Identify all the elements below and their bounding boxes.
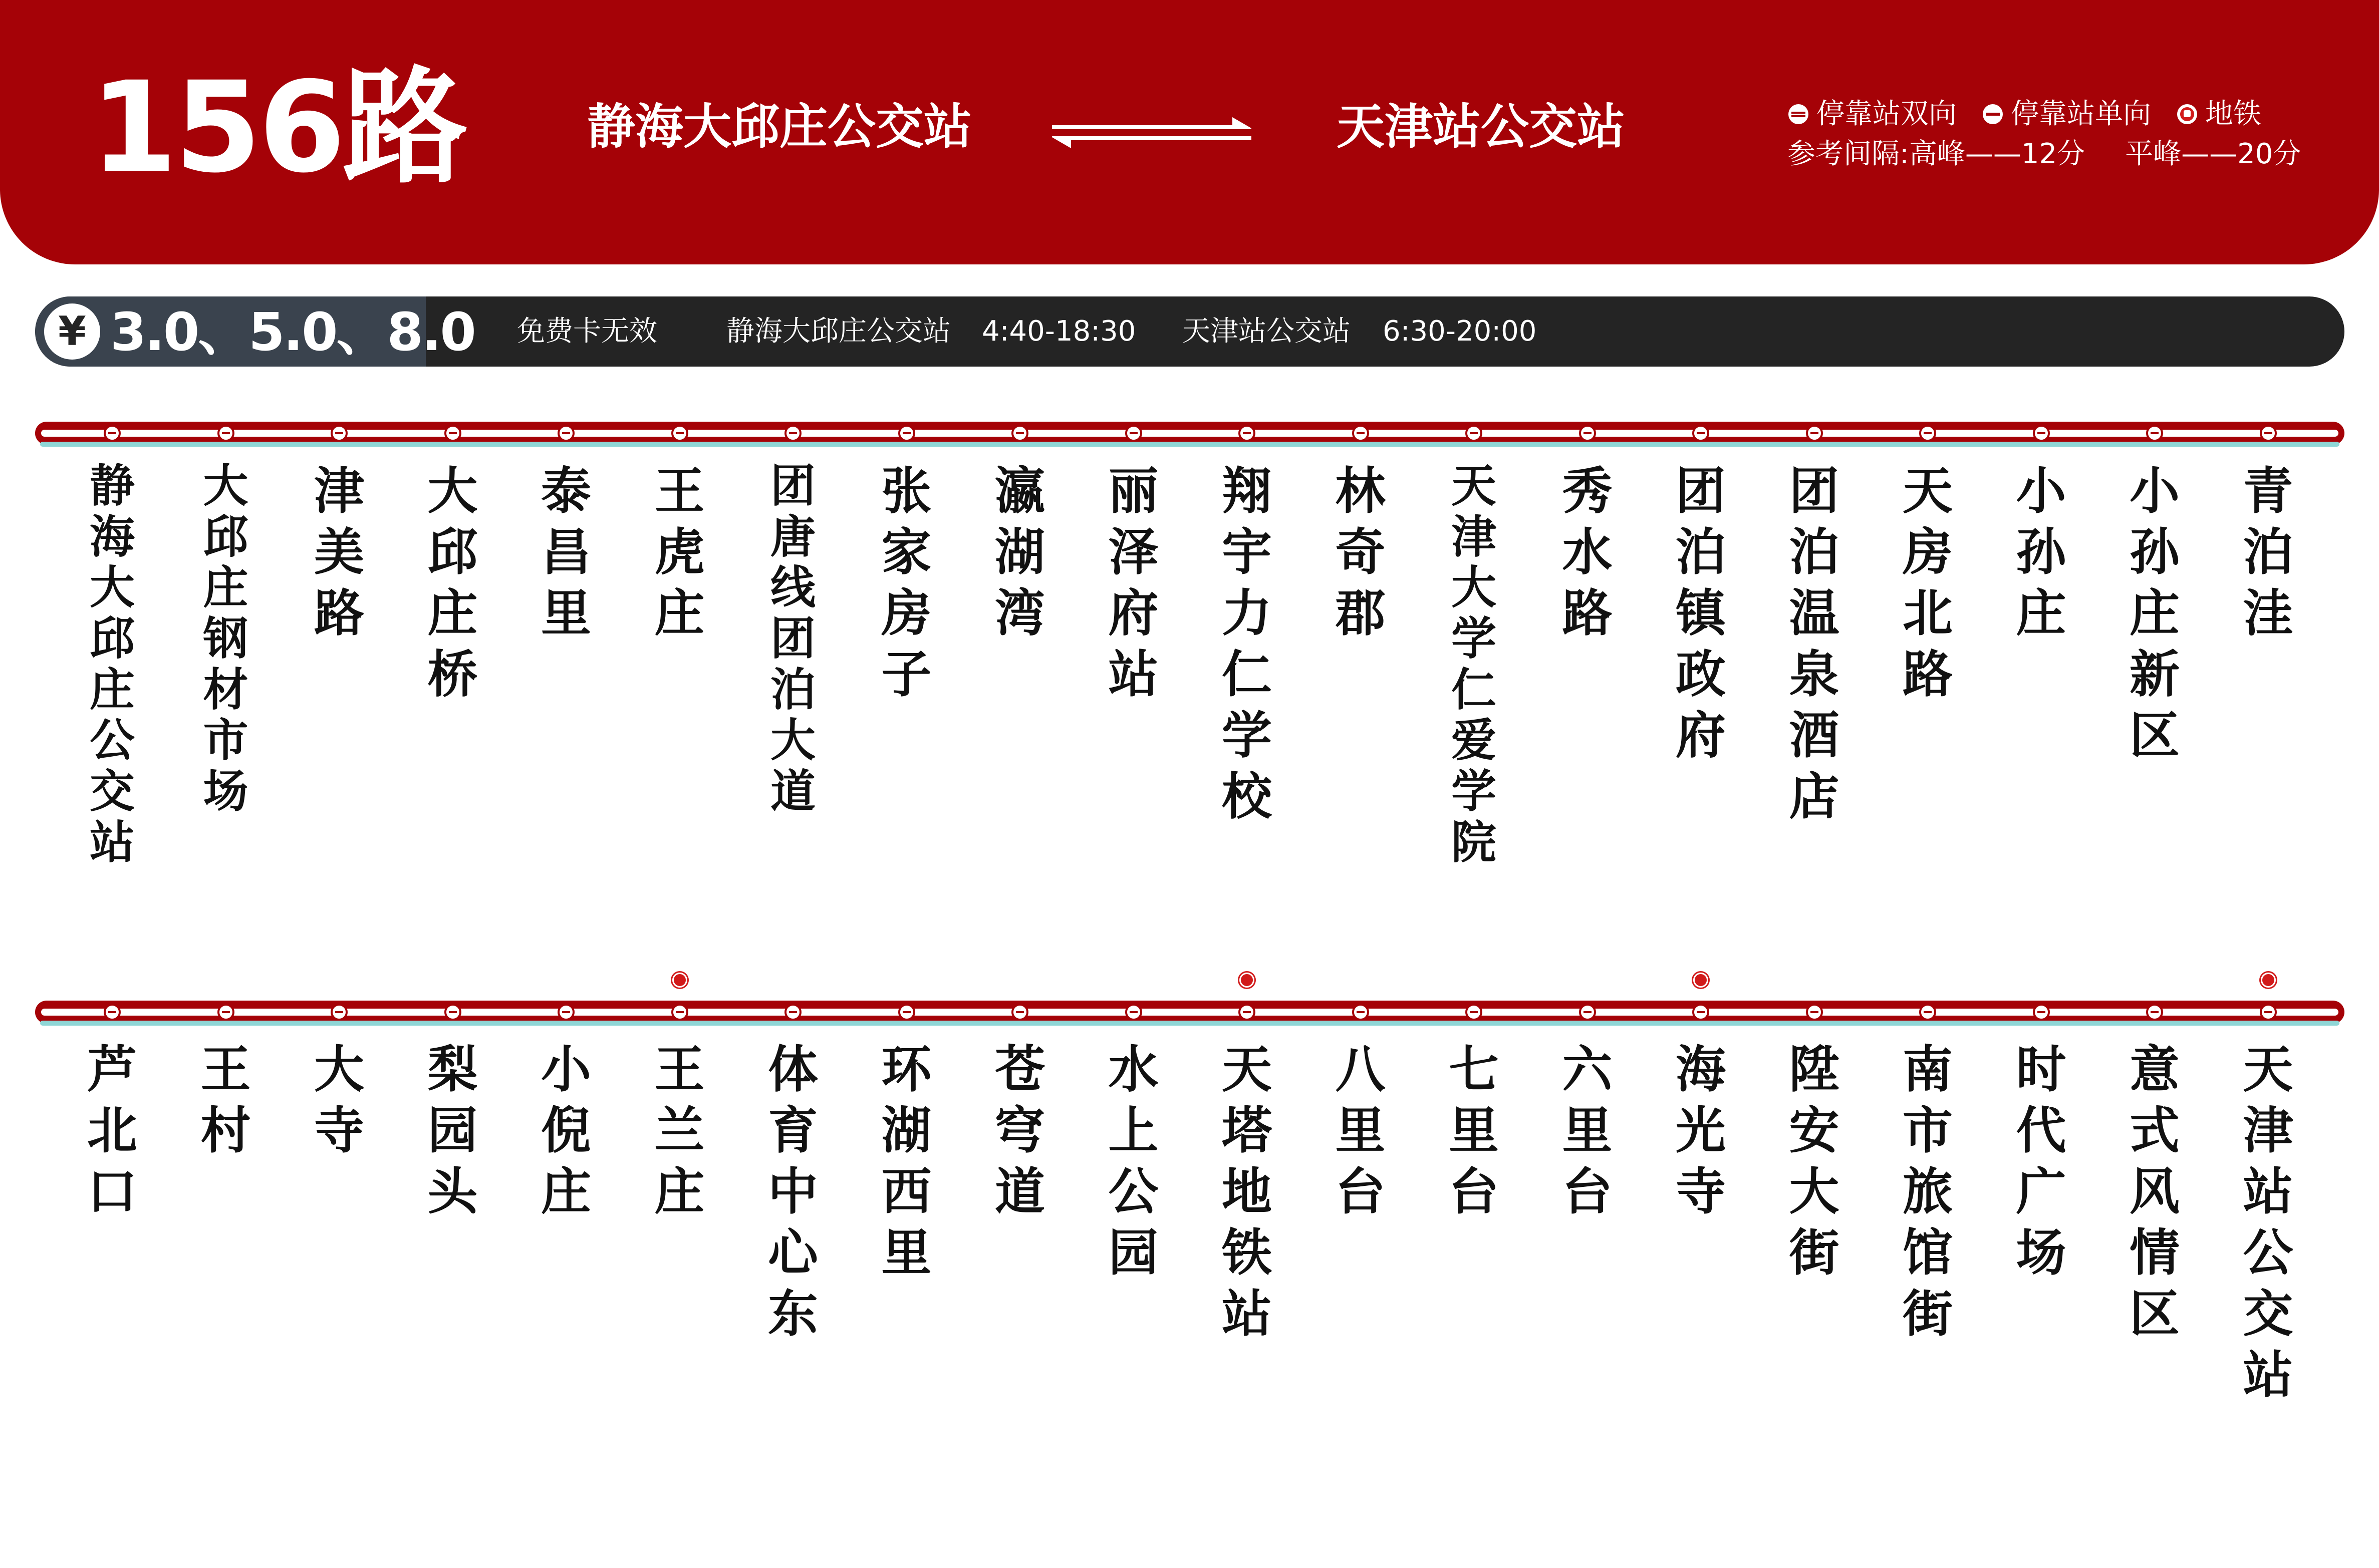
stop-marker xyxy=(1919,425,1936,442)
stop-name: 梨园头 xyxy=(427,1040,478,1221)
stop-marker xyxy=(1125,1004,1142,1021)
end-station-label: 天津站公交站 xyxy=(1182,315,1351,348)
stop-marker xyxy=(2260,1004,2277,1021)
stop-marker xyxy=(1352,425,1369,442)
stop-marker xyxy=(1692,1004,1709,1021)
stop-name: 张家房子 xyxy=(881,462,932,704)
stop-name: 七里台 xyxy=(1449,1040,1499,1221)
stop-name: 泰昌里 xyxy=(541,462,591,643)
end-hours: 6:30-20:00 xyxy=(1383,315,1537,348)
stop-name: 大邱庄钢材市场 xyxy=(203,460,248,818)
stop-marker xyxy=(331,1004,348,1021)
metro-icon xyxy=(1239,973,1254,988)
stop-marker xyxy=(558,1004,575,1021)
stop-name: 瀛湖湾 xyxy=(995,462,1045,643)
metro-icon xyxy=(1693,973,1708,988)
stop-name: 静海大邱庄公交站 xyxy=(90,460,135,869)
stop-name: 水上公园 xyxy=(1108,1040,1159,1282)
legend xyxy=(1787,94,2341,174)
stop-marker xyxy=(1011,425,1028,442)
fare-info-bar xyxy=(35,296,2344,367)
start-station-label: 静海大邱庄公交站 xyxy=(726,315,951,348)
stop-marker xyxy=(2033,1004,2050,1021)
stop-marker xyxy=(1919,1004,1936,1021)
metro-icon xyxy=(2261,973,2276,988)
stop-name: 芦北口 xyxy=(87,1040,137,1221)
fare-box xyxy=(35,296,475,367)
route-line-upper-accent xyxy=(40,442,2339,447)
stop-marker xyxy=(104,1004,121,1021)
stop-marker xyxy=(217,425,234,442)
legend-metro xyxy=(2176,94,2261,134)
stop-name: 青泊洼 xyxy=(2243,462,2293,643)
stop-marker xyxy=(1465,1004,1482,1021)
legend-unidirectional xyxy=(1982,94,2151,134)
stop-name: 天津大学仁爱学院 xyxy=(1451,460,1496,869)
stop-name: 意式风情区 xyxy=(2130,1040,2180,1343)
stop-name: 团唐线团泊大道 xyxy=(770,460,816,818)
stop-marker xyxy=(1238,425,1255,442)
stop-marker xyxy=(217,1004,234,1021)
stop-marker xyxy=(1352,1004,1369,1021)
free-card-note: 免费卡无效 xyxy=(517,315,657,348)
start-terminal: 静海大邱庄公交站 xyxy=(587,99,972,155)
route-number: 156路 xyxy=(90,55,465,200)
metro-icon xyxy=(672,973,687,988)
stop-marker xyxy=(1806,425,1823,442)
stop-name: 团泊温泉酒店 xyxy=(1789,462,1839,826)
stop-marker xyxy=(1579,425,1596,442)
stop-marker xyxy=(898,1004,915,1021)
stop-name: 小孙庄 xyxy=(2016,462,2066,643)
stop-marker xyxy=(898,425,915,442)
stop-marker xyxy=(2146,425,2163,442)
stop-name: 林奇郡 xyxy=(1335,462,1386,643)
stop-marker xyxy=(784,1004,802,1021)
stop-marker xyxy=(558,425,575,442)
stop-name: 王虎庄 xyxy=(654,462,705,643)
stop-name: 团泊镇政府 xyxy=(1676,462,1726,765)
stop-name: 天房北路 xyxy=(1903,462,1953,704)
end-terminal: 天津站公交站 xyxy=(1337,99,1625,155)
stop-marker xyxy=(2146,1004,2163,1021)
stop-name: 南市旅馆街 xyxy=(1903,1040,1953,1343)
stop-name: 大寺 xyxy=(314,1040,364,1160)
stop-marker xyxy=(671,1004,688,1021)
legend-bidirectional-label: 停靠站双向 xyxy=(1816,98,1957,130)
legend-metro-label: 地铁 xyxy=(2205,98,2261,130)
stop-name: 八里台 xyxy=(1335,1040,1386,1221)
stop-name: 小孙庄新区 xyxy=(2130,462,2180,765)
stop-marker xyxy=(1011,1004,1028,1021)
stop-name: 王兰庄 xyxy=(654,1040,705,1221)
stop-name: 体育中心东 xyxy=(768,1040,818,1343)
stop-name: 海光寺 xyxy=(1676,1040,1726,1221)
stop-marker xyxy=(784,425,802,442)
stop-marker xyxy=(444,1004,461,1021)
stop-name: 陞安大街 xyxy=(1789,1040,1839,1282)
legend-bidirectional xyxy=(1787,94,1957,134)
stop-marker xyxy=(1692,425,1709,442)
stop-name: 大邱庄桥 xyxy=(427,462,478,704)
stop-marker xyxy=(104,425,121,442)
stop-marker xyxy=(331,425,348,442)
stop-marker xyxy=(1125,425,1142,442)
peak-interval: 参考间隔:高峰——12分 xyxy=(1787,138,2085,170)
stop-marker xyxy=(1465,425,1482,442)
stop-name: 翔宇力仁学校 xyxy=(1222,462,1272,826)
start-hours: 4:40-18:30 xyxy=(982,315,1136,348)
stop-name: 秀水路 xyxy=(1562,462,1613,643)
stop-name: 津美路 xyxy=(314,462,364,643)
bidirectional-stop-icon xyxy=(1787,103,1809,125)
stop-name: 天津站公交站 xyxy=(2243,1040,2293,1404)
stop-marker xyxy=(2260,425,2277,442)
stop-name: 苍穹道 xyxy=(995,1040,1045,1221)
stop-marker xyxy=(1579,1004,1596,1021)
fare-prices: 3.0、5.0、8.0 xyxy=(110,301,475,363)
yen-icon: ¥ xyxy=(44,303,100,360)
stop-marker xyxy=(2033,425,2050,442)
route-line-lower-accent xyxy=(40,1021,2339,1026)
stop-name: 六里台 xyxy=(1562,1040,1613,1221)
legend-unidirectional-label: 停靠站单向 xyxy=(2011,98,2151,130)
route-header xyxy=(0,0,2379,264)
stop-marker xyxy=(444,425,461,442)
stop-marker xyxy=(671,425,688,442)
stop-marker xyxy=(1238,1004,1255,1021)
stop-name: 环湖西里 xyxy=(881,1040,932,1282)
stop-name: 小倪庄 xyxy=(541,1040,591,1221)
stop-name: 丽泽府站 xyxy=(1108,462,1159,704)
metro-icon xyxy=(2176,103,2198,125)
stop-name: 王村 xyxy=(200,1040,251,1160)
double-arrow-icon xyxy=(1052,114,1251,151)
unidirectional-stop-icon xyxy=(1982,103,2004,125)
stop-name: 时代广场 xyxy=(2016,1040,2066,1282)
stop-name: 天塔地铁站 xyxy=(1222,1040,1272,1343)
off-peak-interval: 平峰——20分 xyxy=(2125,138,2301,170)
stop-marker xyxy=(1806,1004,1823,1021)
